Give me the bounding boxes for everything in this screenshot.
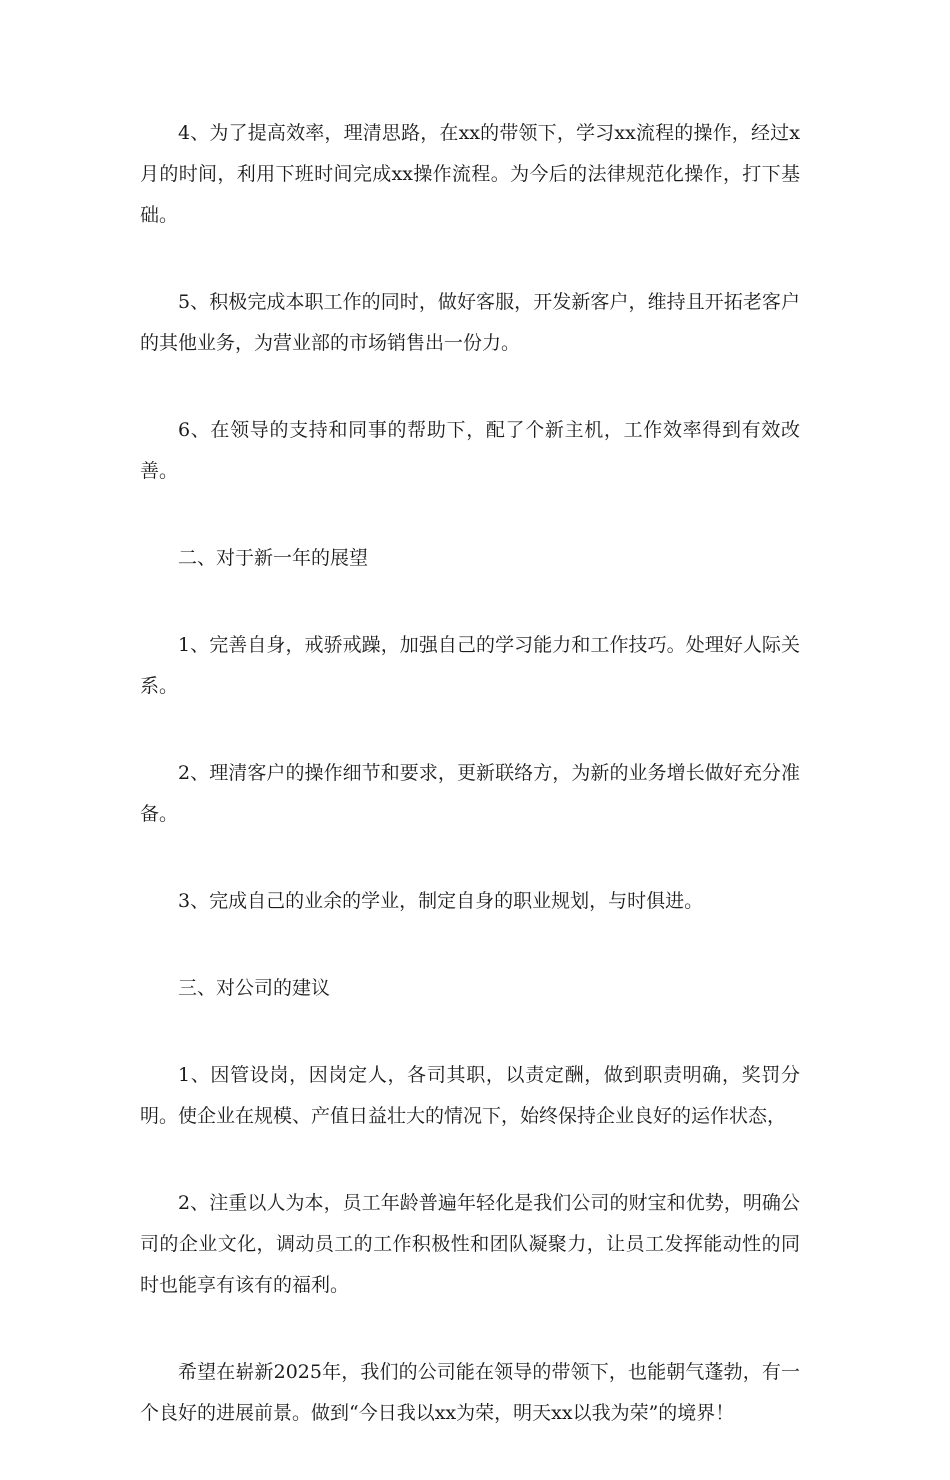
- paragraph-closing: 希望在崭新2025年，我们的公司能在领导的带领下，也能朝气蓬勃，有一个良好的进展前景。做到“今日我以xx为荣，明天xx以我为荣”的境界！: [140, 1361, 800, 1424]
- paragraph-item-6: 6、在领导的支持和同事的帮助下，配了个新主机，工作效率得到有效改善。: [140, 419, 800, 482]
- paragraph-suggestion-1: 1、因管设岗，因岗定人，各司其职，以责定酬，做到职责明确，奖罚分明。使企业在规模、产值日益壮大的情况下，始终保持企业良好的运作状态，: [140, 1064, 800, 1127]
- document-page: [140, 113, 800, 1480]
- section-heading-suggestions: 三、对公司的建议: [178, 977, 331, 999]
- paragraph-item-4: 4、为了提高效率，理清思路，在xx的带领下，学习xx流程的操作，经过x月的时间，利用下班时间完成xx操作流程。为今后的法律规范化操作，打下基础。: [140, 122, 800, 226]
- section-heading-outlook: 二、对于新一年的展望: [178, 547, 369, 569]
- paragraph-suggestion-2: 2、注重以人为本，员工年龄普遍年轻化是我们公司的财宝和优势，明确公司的企业文化，调动员工的工作积极性和团队凝聚力，让员工发挥能动性的同时也能享有该有的福利。: [140, 1192, 800, 1296]
- paragraph-item-5: 5、积极完成本职工作的同时，做好客服，开发新客户，维持且开拓老客户的其他业务，为营业部的市场销售出一份力。: [140, 291, 800, 354]
- paragraph-outlook-1: 1、完善自身，戒骄戒躁，加强自己的学习能力和工作技巧。处理好人际关系。: [140, 634, 800, 697]
- paragraph-outlook-2: 2、理清客户的操作细节和要求，更新联络方，为新的业务增长做好充分准备。: [140, 762, 800, 825]
- paragraph-outlook-3: 3、完成自己的业余的学业，制定自身的职业规划，与时俱进。: [178, 890, 704, 912]
